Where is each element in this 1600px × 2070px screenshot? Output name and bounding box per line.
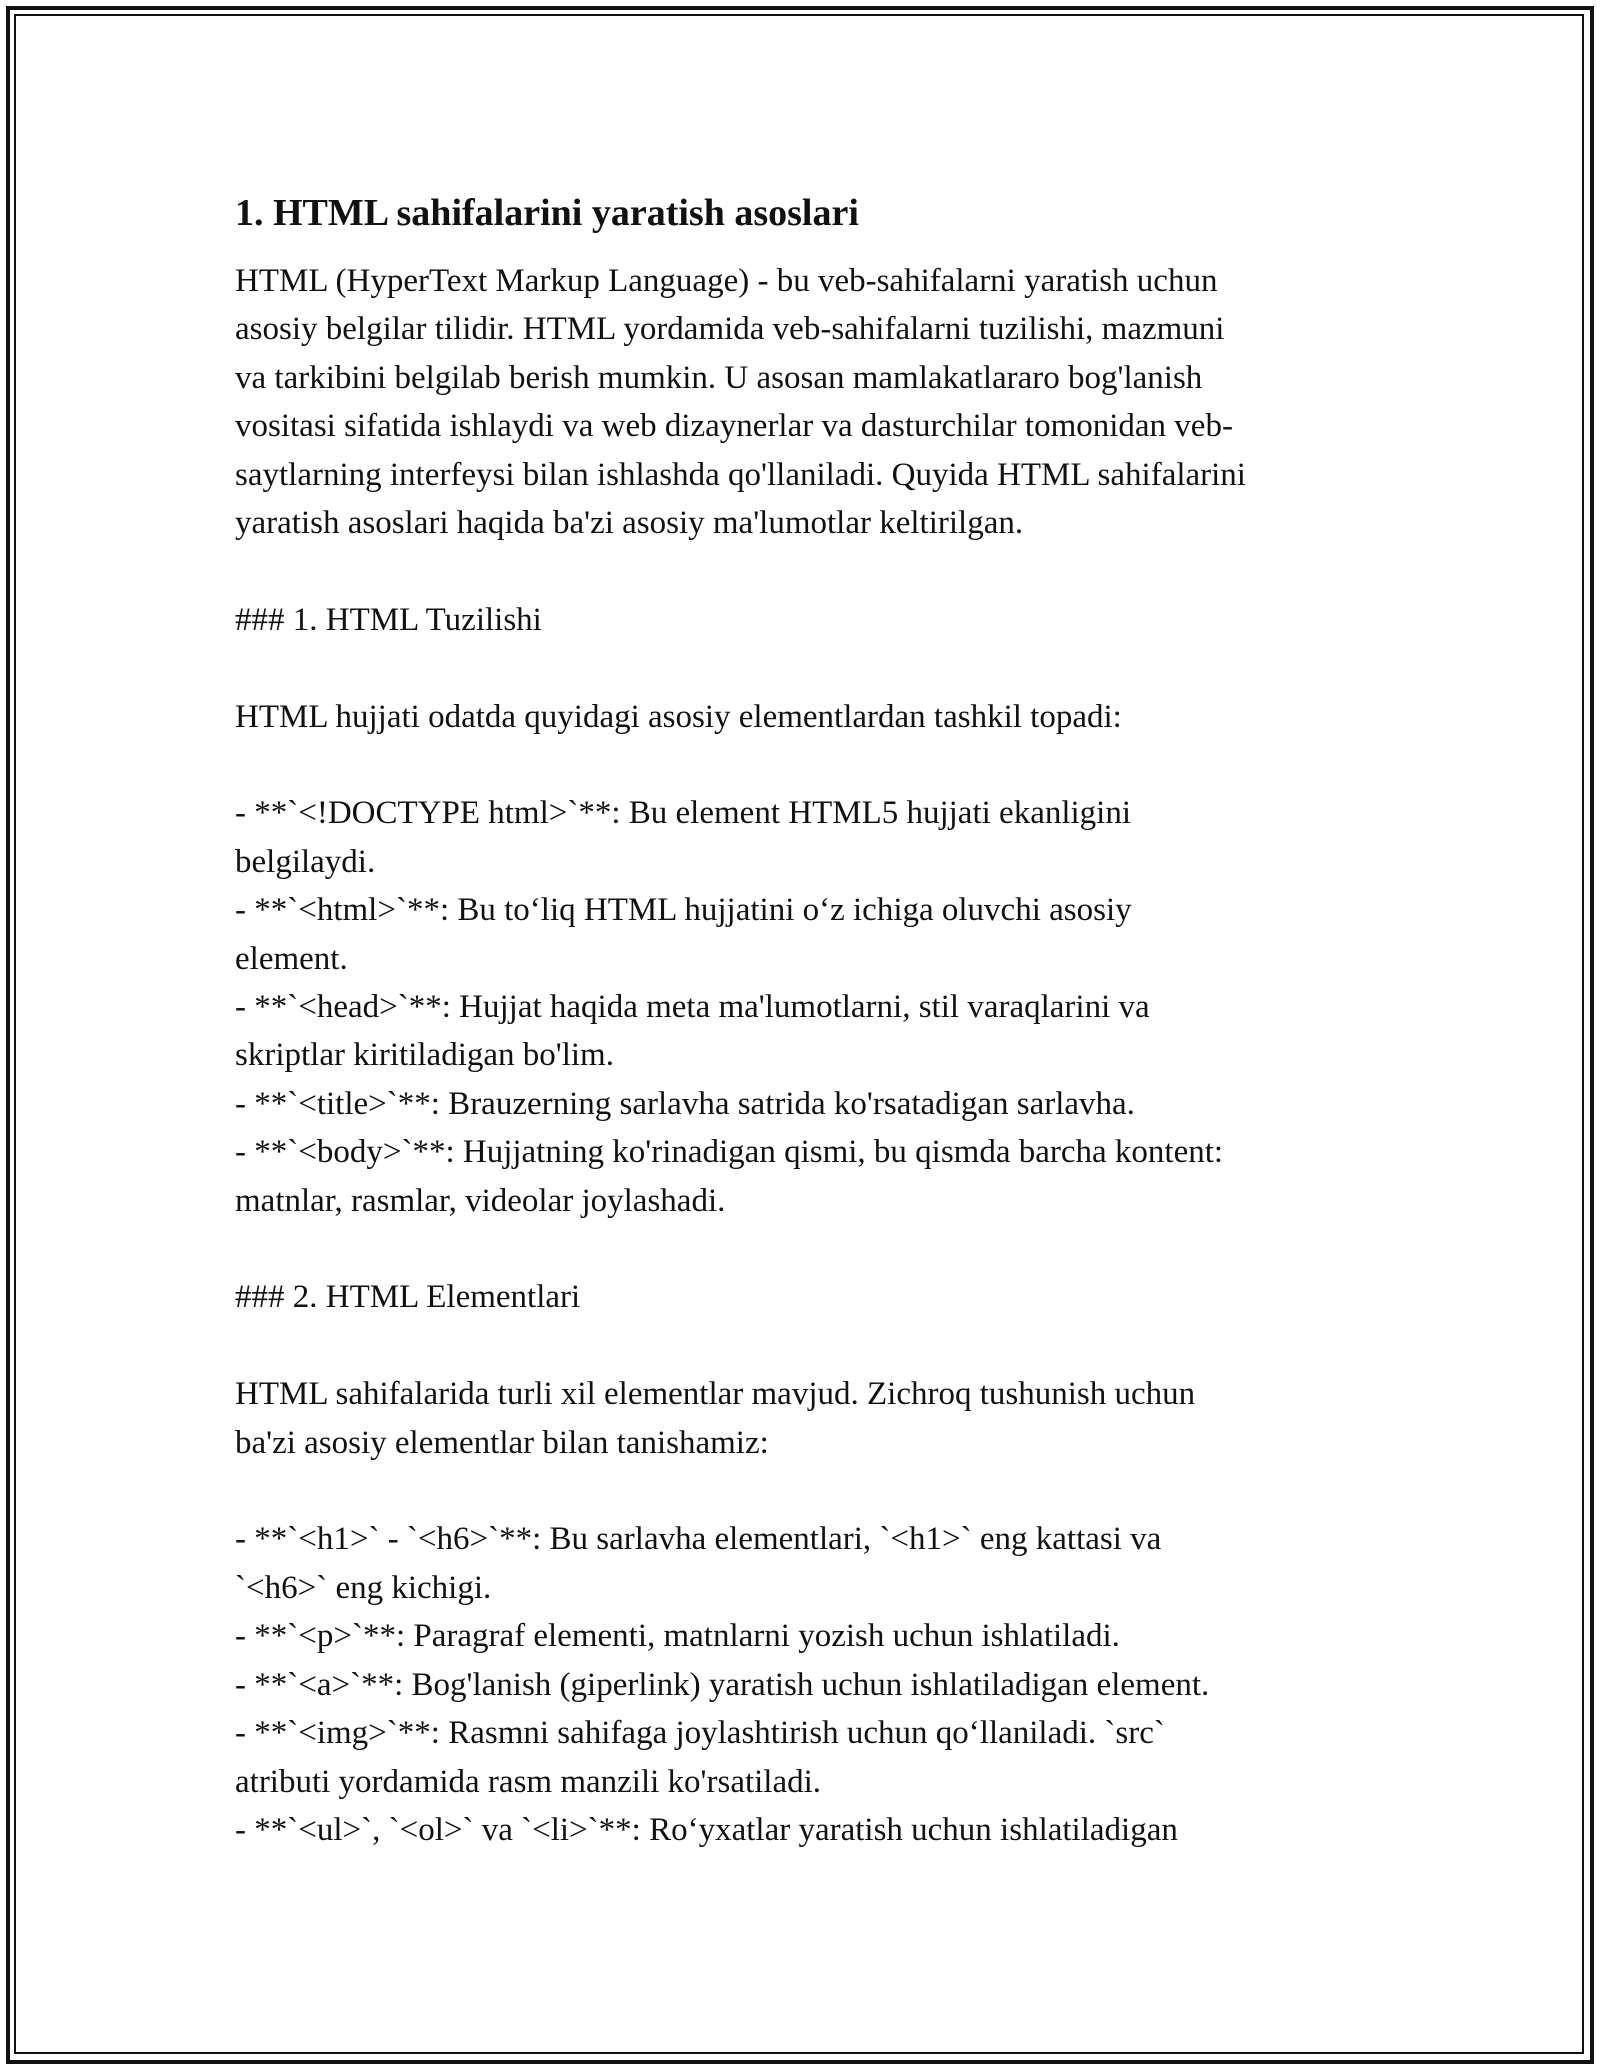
document-page <box>235 185 1375 1854</box>
section-2-intro: HTML sahifalarida turli xil elementlar mavjud. Zichroq tushunish uchun ba'zi asosiy elementlar bilan tanishamiz: <box>235 1376 1196 1461</box>
intro-paragraph: HTML (HyperText Markup Language) - bu veb-sahifalarni yaratish uchun asosiy belgilar tilidir. HTML yordamida veb-sahifalarni tuzilishi, mazmuni va tarkibini belgilab berish mumkin. U asosan mamlakatlararo bog'lanish vositasi sifatida ishlaydi va web dizaynerlar va dasturchilar tomonidan veb- saytlarning interfeysi bilan ishlashda qo'llaniladi. Quyida HTML sahifalarini yaratish asoslari haqida ba'zi asosiy ma'lumotlar keltirilgan. <box>235 263 1246 542</box>
spacer <box>235 547 1375 595</box>
document-title: 1. HTML sahifalarini yaratish asoslari <box>235 192 859 234</box>
section-1-intro: HTML hujjati odatda quyidagi asosiy elementlardan tashkil topadi: <box>235 698 1122 735</box>
spacer <box>235 1225 1375 1273</box>
spacer <box>235 1322 1375 1370</box>
section-2-heading: ### 2. HTML Elementlari <box>235 1279 581 1316</box>
section-1-list: - **`<!DOCTYPE html>`**: Bu element HTML5 hujjati ekanligini belgilaydi. - **`<html>`**: Bu to‘liq HTML hujjatini o‘z ichiga oluvchi asosiy element. - **`<head>`**: Hujjat haqida meta ma'lumotlarni, stil varaqlarini va skriptlar kiritiladigan bo'lim. - **`<title>`**: Brauzerning sarlavha satrida ko'rsatadigan sarlavha. - **`<body>`**: Hujjatning ko'rinadigan qismi, bu qismda barcha kontent: matnlar, rasmlar, videolar joylashadi. <box>235 795 1224 1219</box>
spacer <box>235 644 1375 692</box>
section-2-list: - **`<h1>` - `<h6>`**: Bu sarlavha elementlari, `<h1>` eng kattasi va `<h6>` eng kichigi. - **`<p>`**: Paragraf elementi, matnlarni yozish uchun ishlatiladi. - **`<a>`**: Bog'lanish (giperlink) yaratish uchun ishlatiladigan element. - **`<img>`**: Rasmni sahifaga joylashtirish uchun qo‘llaniladi. `src` atributi yordamida rasm manzili ko'rsatiladi. - **`<ul>`, `<ol>` va `<li>`**: Ro‘yxatlar yaratish uchun ishlatiladigan <box>235 1521 1210 1848</box>
spacer <box>235 1467 1375 1515</box>
spacer <box>235 741 1375 789</box>
section-1-heading: ### 1. HTML Tuzilishi <box>235 601 542 638</box>
